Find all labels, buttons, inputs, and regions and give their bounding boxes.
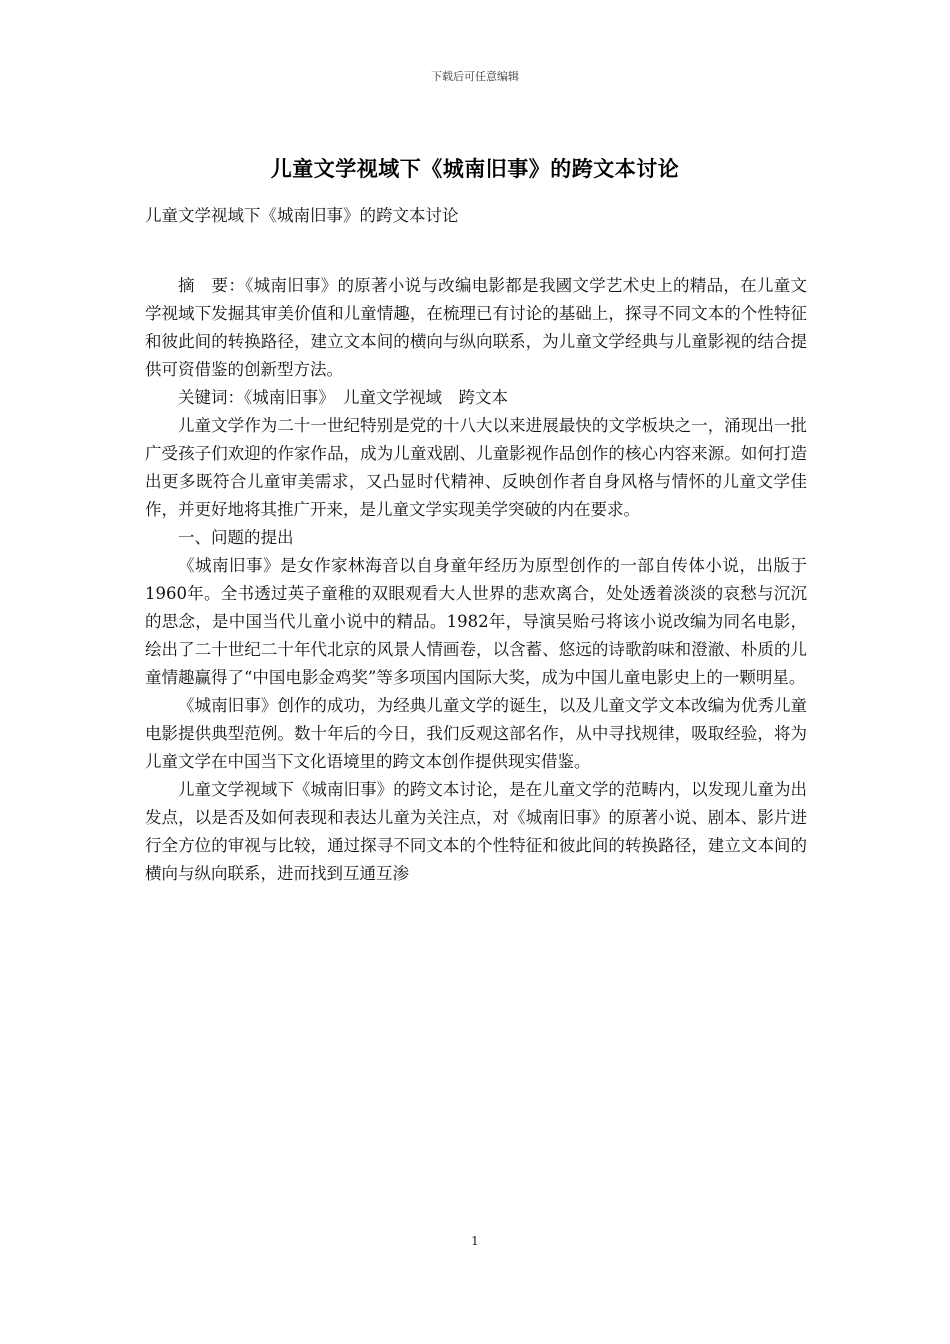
page-number: 1	[471, 1234, 479, 1248]
page-header-note: 下载后可任意编辑	[431, 70, 519, 83]
document-subtitle: 儿童文学视域下《城南旧事》的跨文本讨论	[145, 206, 459, 225]
abstract-paragraph: 摘 要：《城南旧事》的原著小说与改编电影都是我國文学艺术史上的精品，在儿童文学视域下发掘其审美价值和儿童情趣，在梳理已有讨论的基础上，探寻不同文本的个性特征和彼此间的转换路径，建立文本间的横向与纵向联系，为儿童文学经典与儿童影视的结合提供可资借鉴的创新型方法。	[145, 276, 807, 379]
document-title: 儿童文学视域下《城南旧事》的跨文本讨论	[270, 156, 680, 181]
body-paragraph: 儿童文学作为二十一世纪特别是党的十八大以来进展最快的文学板块之一，涌现出一批广受孩子们欢迎的作家作品，成为儿童戏剧、儿童影视作品创作的核心内容来源。如何打造出更多既符合儿童审美需求，又凸显时代精神、反映创作者自身风格与情怀的儿童文学佳作，并更好地将其推广开来，是儿童文学实现美学突破的内在要求。	[145, 416, 807, 519]
body-paragraph: 《城南旧事》是女作家林海音以自身童年经历为原型创作的一部自传体小说，出版于1960年。全书透过英子童稚的双眼观看大人世界的悲欢离合，处处透着淡淡的哀愁与沉沉的思念，是中国当代儿童小说中的精品。1982年，导演吴贻弓将该小说改编为同名电影，绘出了二十世纪二十年代北京的风景人情画卷，以含蓄、悠远的诗歌韵味和澄澈、朴质的儿童情趣赢得了“中国电影金鸡奖”等多项国内国际大奖，成为中国儿童电影史上的一颗明星。	[145, 556, 807, 687]
body-paragraph: 儿童文学视域下《城南旧事》的跨文本讨论，是在儿童文学的范畴内，以发现儿童为出发点，以是否及如何表现和表达儿童为关注点，对《城南旧事》的原著小说、剧本、影片进行全方位的审视与比较，通过探寻不同文本的个性特征和彼此间的转换路径，建立文本间的横向与纵向联系，进而找到互通互渗	[145, 780, 807, 883]
keywords-paragraph: 关键词：《城南旧事》 儿童文学视域 跨文本	[178, 388, 508, 407]
body-paragraph: 《城南旧事》创作的成功，为经典儿童文学的诞生，以及儿童文学文本改编为优秀儿童电影提供典型范例。数十年后的今日，我们反观这部名作，从中寻找规律，吸取经验，将为儿童文学在中国当下文化语境里的跨文本创作提供现实借鉴。	[145, 696, 807, 771]
document-body	[145, 272, 807, 888]
section-heading: 一、问题的提出	[178, 528, 294, 547]
